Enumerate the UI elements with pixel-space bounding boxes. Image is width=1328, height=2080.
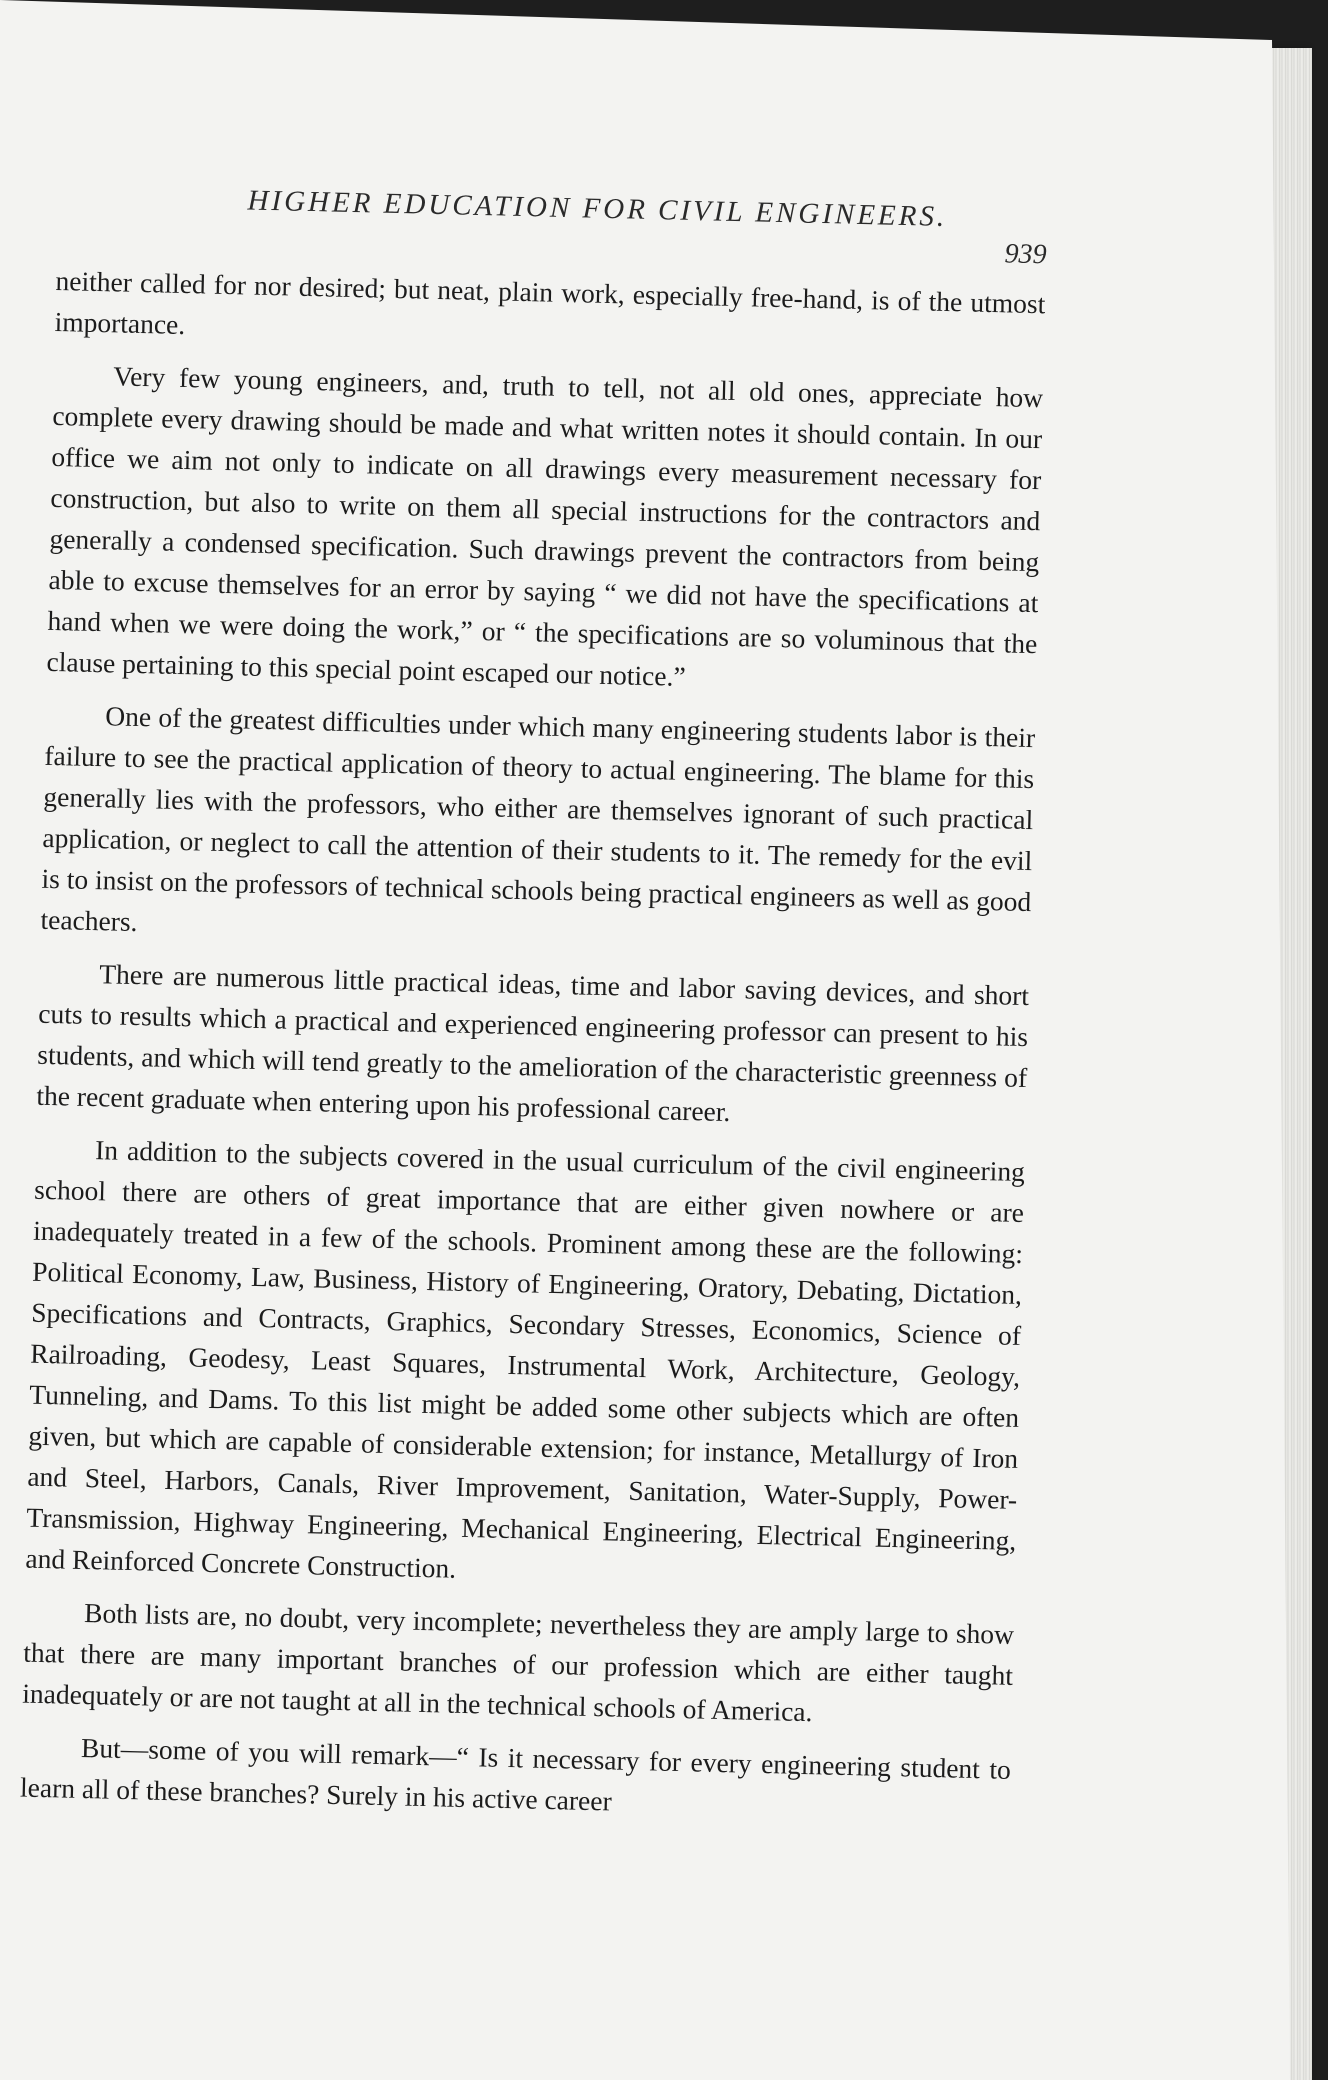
- paragraph-1: neither called for nor desired; but neat, plain work, especially free-hand, is of the utmost importance.: [54, 264, 1046, 341]
- paragraph-6: Both lists are, no doubt, very incomplete; nevertheless they are amply large to show that there are many important branches of our profession which are either taught inadequately or are not taught at all in the technical schools of America.: [21, 1597, 1015, 1728]
- paragraph-4: There are numerous little practical ideas, time and labor saving devices, and short cuts to results which a practical and experienced engineering professor can present to his students, and which will tend greatly to the amelioration of the characteristic greenness of the recent graduate when entering upon his professional career.: [36, 958, 1030, 1128]
- paragraph-5: In addition to the subjects covered in the usual curriculum of the civil engineering school there are others of great importance that are either given nowhere or are inadequately treated in a few of the schools. Prominent among these are the following: Political Economy, Law, Business, History of Engineering, Oratory, Debating, Dictation, Specifications and Contracts, Graphics, Secondary Stresses, Economics, Science of Railroading, Geodesy, Least Squares, Instrumental Work, Architecture, Geology, Tunneling, and Dams. To this list might be added some other subjects which are often given, but which are capable of considerable extension; for instance, Metallurgy of Iron and Steel, Harbors, Canals, River Improvement, Sanitation, Water-Supply, Power-Transmission, Highway Engineering, Mechanical Engineering, Electrical Engineering, and Reinforced Concrete Construction.: [25, 1134, 1026, 1584]
- paragraph-7: But—some of you will remark—“ Is it necessary for every engineering student to learn all of these branches? Surely in his active career: [19, 1731, 1012, 1817]
- paragraph-2: Very few young engineers, and, truth to tell, not all old ones, appreciate how complete every drawing should be made and what written notes it should contain. In our office we aim not only to indicate on all drawings every measurement necessary for construction, but also to write on them all special instructions for the contractors and generally a condensed specification. Such drawings prevent the contractors from being able to excuse themselves for an error by saying “ we did not have the specifications at hand when we were doing the work,” or “ the specifications are so voluminous that the clause pertaining to this special point escaped our notice.”: [46, 360, 1044, 692]
- running-title: HIGHER EDUCATION FOR CIVIL ENGINEERS.: [247, 184, 948, 233]
- text-block: [19, 180, 1047, 1843]
- paragraph-3: One of the greatest difficulties under which many engineering students labor is their failure to see the practical application of theory to actual engineering. The blame for this generally lies with the professors, who either are themselves ignorant of such practical application, or neglect to call the attention of their students to it. The remedy for the evil is to insist on the professors of technical schools being practical engineers as well as good teachers.: [40, 700, 1036, 938]
- page-number: 939: [1004, 238, 1047, 271]
